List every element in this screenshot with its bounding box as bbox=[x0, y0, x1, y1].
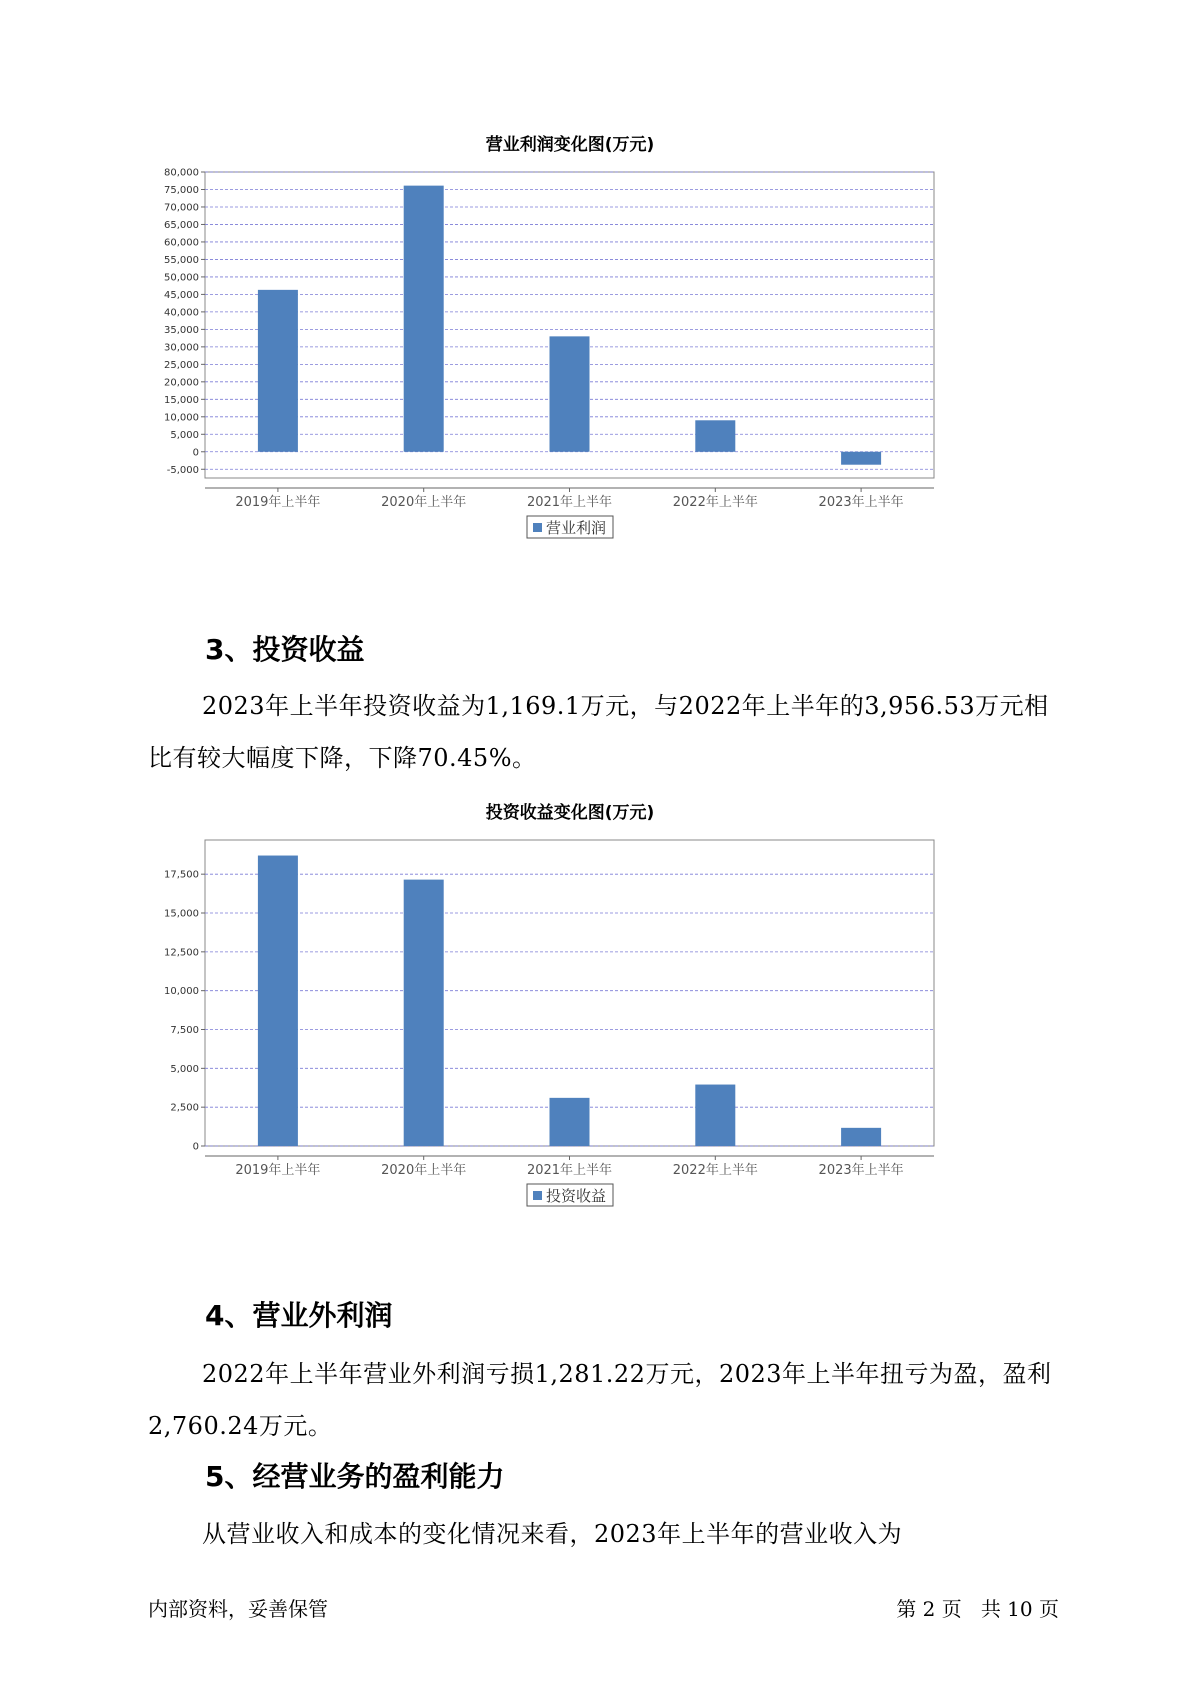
operating-profit-chart bbox=[150, 135, 1030, 558]
bar bbox=[550, 1098, 590, 1146]
y-tick-label: 70,000 bbox=[164, 202, 199, 214]
x-tick-label: 2019年上半年 bbox=[235, 495, 321, 510]
bar bbox=[404, 880, 444, 1146]
y-tick-label: 10,000 bbox=[164, 986, 199, 998]
section-paragraph-profitability: 从营业收入和成本的变化情况来看，2023年上半年的营业收入为 bbox=[202, 1520, 903, 1548]
footer-confidential-note: 内部资料，妥善保管 bbox=[148, 1597, 328, 1621]
bar bbox=[550, 336, 590, 451]
y-tick-label: 55,000 bbox=[164, 254, 199, 266]
section-paragraph-non-operating-profit: 2022年上半年营业外利润亏损1,281.22万元，2023年上半年扭亏为盈，盈利2,760.24万元。 bbox=[148, 1360, 1052, 1440]
chart-title: 营业利润变化图(万元) bbox=[485, 135, 655, 155]
x-tick-label: 2023年上半年 bbox=[818, 495, 904, 510]
x-tick-label: 2022年上半年 bbox=[672, 495, 758, 510]
x-tick-label: 2021年上半年 bbox=[526, 1163, 613, 1178]
y-tick-label: 0 bbox=[192, 1141, 199, 1153]
x-tick-label: 2020年上半年 bbox=[381, 1163, 467, 1178]
x-tick-label: 2022年上半年 bbox=[672, 1163, 758, 1178]
legend-swatch bbox=[533, 523, 542, 532]
y-tick-label: 12,500 bbox=[164, 947, 199, 959]
bar bbox=[695, 420, 735, 451]
y-tick-label: 5,000 bbox=[170, 1063, 199, 1075]
y-tick-label: 65,000 bbox=[164, 219, 199, 231]
y-tick-label: 75,000 bbox=[164, 184, 199, 196]
y-tick-label: 35,000 bbox=[164, 324, 199, 336]
y-tick-label: 5,000 bbox=[170, 429, 199, 441]
legend-label: 投资收益 bbox=[546, 1187, 607, 1205]
legend-label: 营业利润 bbox=[546, 519, 607, 537]
y-tick-label: 30,000 bbox=[164, 342, 199, 354]
investment-income-chart-svg bbox=[150, 803, 1030, 1226]
footer-page-number: 第 2 页 共 10 页 bbox=[896, 1597, 1059, 1621]
y-tick-label: 7,500 bbox=[170, 1025, 199, 1037]
y-tick-label: 50,000 bbox=[164, 272, 199, 284]
y-tick-label: 45,000 bbox=[164, 289, 199, 301]
y-tick-label: -5,000 bbox=[166, 464, 199, 476]
x-tick-label: 2019年上半年 bbox=[235, 1163, 321, 1178]
section-heading-investment-income: 3、投资收益 bbox=[205, 633, 365, 666]
y-tick-label: 80,000 bbox=[164, 167, 199, 179]
bar bbox=[841, 452, 881, 465]
bar bbox=[404, 186, 444, 452]
section-heading-non-operating-profit: 4、营业外利润 bbox=[205, 1299, 393, 1332]
operating-profit-chart-svg bbox=[150, 135, 1030, 558]
legend-swatch bbox=[533, 1191, 542, 1200]
x-tick-label: 2021年上半年 bbox=[526, 495, 613, 510]
bar bbox=[258, 290, 298, 452]
x-tick-label: 2020年上半年 bbox=[381, 495, 467, 510]
bar bbox=[695, 1085, 735, 1146]
chart-title: 投资收益变化图(万元) bbox=[485, 803, 655, 823]
y-tick-label: 17,500 bbox=[164, 869, 199, 881]
x-tick-label: 2023年上半年 bbox=[818, 1163, 904, 1178]
section-heading-profitability: 5、经营业务的盈利能力 bbox=[205, 1460, 505, 1493]
y-tick-label: 40,000 bbox=[164, 307, 199, 319]
y-tick-label: 10,000 bbox=[164, 412, 199, 424]
investment-income-chart bbox=[150, 803, 1030, 1226]
bar bbox=[258, 856, 298, 1146]
section-paragraph-investment-income: 2023年上半年投资收益为1,169.1万元，与2022年上半年的3,956.53万元相比有较大幅度下降，下降70.45%。 bbox=[148, 692, 1049, 772]
y-tick-label: 25,000 bbox=[164, 359, 199, 371]
y-tick-label: 0 bbox=[192, 447, 199, 459]
bar bbox=[841, 1128, 881, 1146]
y-tick-label: 2,500 bbox=[170, 1102, 199, 1114]
y-tick-label: 15,000 bbox=[164, 908, 199, 920]
y-tick-label: 60,000 bbox=[164, 237, 199, 249]
y-tick-label: 15,000 bbox=[164, 394, 199, 406]
y-tick-label: 20,000 bbox=[164, 377, 199, 389]
